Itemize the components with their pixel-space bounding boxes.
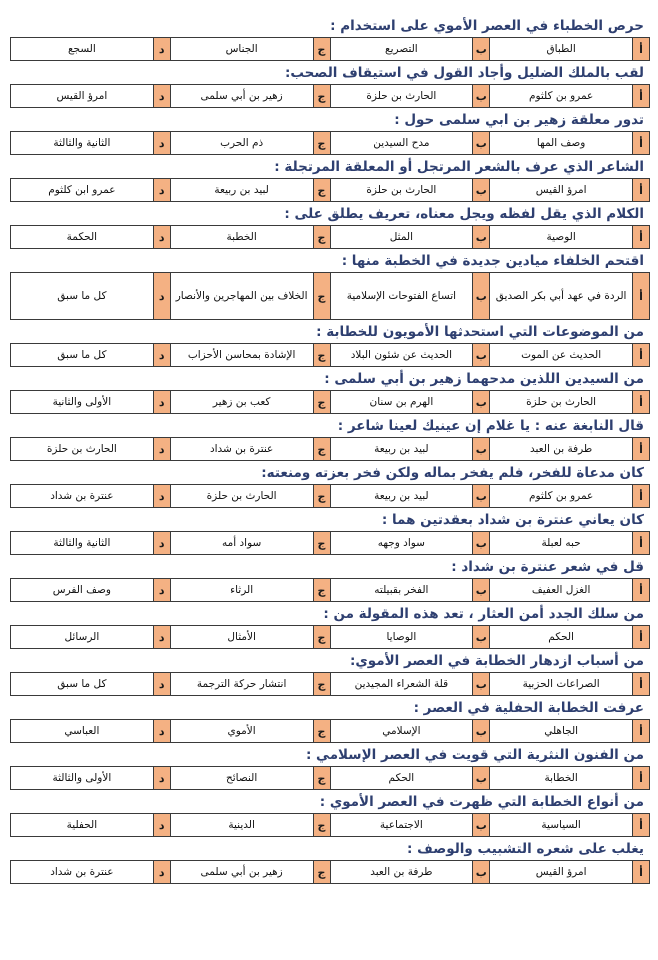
option-letter: د bbox=[153, 532, 170, 554]
question-block bbox=[10, 322, 650, 369]
option-text: الإسلامي bbox=[382, 725, 421, 737]
option-text: السجع bbox=[67, 43, 96, 55]
option-cell[interactable] bbox=[489, 273, 649, 319]
option-cell[interactable] bbox=[11, 673, 170, 695]
option-text: الحديث عن شئون البلاد bbox=[350, 349, 452, 361]
option-cell[interactable] bbox=[11, 767, 170, 789]
option-text: الجاهلي bbox=[544, 725, 579, 737]
option-letter: ب bbox=[472, 814, 489, 836]
option-letter: ب bbox=[472, 532, 489, 554]
option-letter: ج bbox=[313, 85, 330, 107]
option-cell[interactable] bbox=[489, 626, 649, 648]
option-text: الجناس bbox=[225, 43, 258, 55]
option-text: زهير بن أبي سلمى bbox=[200, 866, 283, 878]
option-letter: ج bbox=[313, 344, 330, 366]
option-letter: ج bbox=[313, 532, 330, 554]
option-letter: ج bbox=[313, 226, 330, 248]
options-row bbox=[10, 578, 650, 602]
question-text: تدور معلقة زهير بن ابي سلمى حول : bbox=[394, 112, 644, 128]
option-letter: د bbox=[153, 861, 170, 883]
option-text: الطباق bbox=[546, 43, 576, 55]
option-text: الحارث بن حلزة bbox=[366, 184, 437, 196]
option-text: الأموي bbox=[227, 725, 256, 737]
option-text: الأولى والثالثة bbox=[52, 772, 112, 784]
option-letter: د bbox=[153, 814, 170, 836]
option-cell[interactable] bbox=[330, 438, 490, 460]
options-row bbox=[10, 719, 650, 743]
option-cell[interactable] bbox=[330, 579, 490, 601]
option-cell[interactable] bbox=[11, 273, 170, 319]
option-text: عنترة بن شداد bbox=[50, 866, 114, 878]
options-row bbox=[10, 672, 650, 696]
option-letter: ب bbox=[472, 344, 489, 366]
option-letter: ب bbox=[472, 85, 489, 107]
question-block bbox=[10, 839, 650, 886]
option-cell[interactable] bbox=[170, 767, 330, 789]
option-text: عمرو ابن كلثوم bbox=[48, 184, 116, 196]
option-text: امرؤ القيس bbox=[56, 90, 108, 102]
option-text: عمرو بن كلثوم bbox=[528, 90, 594, 102]
question-block bbox=[10, 510, 650, 557]
option-letter: أ bbox=[632, 391, 649, 413]
option-text: الحديث عن الموت bbox=[521, 349, 602, 361]
option-cell[interactable] bbox=[330, 626, 490, 648]
option-letter: أ bbox=[632, 814, 649, 836]
question-block bbox=[10, 792, 650, 839]
option-letter: ج bbox=[313, 391, 330, 413]
option-letter: د bbox=[153, 673, 170, 695]
option-letter: ب bbox=[472, 579, 489, 601]
option-text: طرفة بن العبد bbox=[530, 443, 593, 455]
option-letter: ج bbox=[313, 38, 330, 60]
option-text: الحارث بن حلزة bbox=[526, 396, 597, 408]
option-text: الحارث بن حلزة bbox=[206, 490, 277, 502]
option-letter: د bbox=[153, 85, 170, 107]
option-cell[interactable] bbox=[170, 38, 330, 60]
option-text: الإشادة بمحاسن الأحزاب bbox=[187, 349, 296, 361]
question-text: الكلام الذي يقل لفظه ويجل معناه، تعريف يطلق على : bbox=[284, 206, 644, 222]
option-letter: ب bbox=[472, 861, 489, 883]
option-letter: ج bbox=[313, 579, 330, 601]
option-cell[interactable] bbox=[170, 579, 330, 601]
option-text: امرؤ القيس bbox=[535, 866, 587, 878]
option-cell[interactable] bbox=[11, 814, 170, 836]
option-letter: ب bbox=[472, 720, 489, 742]
option-cell[interactable] bbox=[170, 344, 330, 366]
option-cell[interactable] bbox=[489, 344, 649, 366]
option-cell[interactable] bbox=[170, 861, 330, 883]
option-text: السياسية bbox=[541, 819, 581, 831]
option-cell[interactable] bbox=[489, 391, 649, 413]
option-text: العباسي bbox=[64, 725, 100, 737]
question-block bbox=[10, 204, 650, 251]
option-text: الصراعات الحزبية bbox=[522, 678, 600, 690]
option-letter: د bbox=[153, 767, 170, 789]
option-cell[interactable] bbox=[170, 720, 330, 742]
question-block bbox=[10, 110, 650, 157]
option-cell[interactable] bbox=[489, 438, 649, 460]
question-block bbox=[10, 745, 650, 792]
option-text: الخطابة bbox=[544, 772, 578, 784]
option-cell[interactable] bbox=[170, 626, 330, 648]
option-cell[interactable] bbox=[11, 532, 170, 554]
option-cell[interactable] bbox=[11, 226, 170, 248]
question-text: يغلب على شعره التشبيب والوصف : bbox=[407, 841, 644, 857]
option-letter: ج bbox=[313, 485, 330, 507]
option-text: زهير بن أبي سلمى bbox=[200, 90, 283, 102]
option-cell[interactable] bbox=[11, 626, 170, 648]
question-text: من أنواع الخطابة التي ظهرت في العصر الأموي : bbox=[319, 794, 644, 810]
options-row bbox=[10, 484, 650, 508]
option-letter: ج bbox=[313, 132, 330, 154]
option-text: الحفلية bbox=[66, 819, 98, 831]
options-row bbox=[10, 766, 650, 790]
option-letter: د bbox=[153, 485, 170, 507]
option-letter: أ bbox=[632, 438, 649, 460]
option-cell[interactable] bbox=[330, 861, 490, 883]
options-row bbox=[10, 860, 650, 884]
option-letter: د bbox=[153, 226, 170, 248]
option-cell[interactable] bbox=[170, 673, 330, 695]
option-text: الوصية bbox=[546, 231, 576, 243]
option-letter: ب bbox=[472, 626, 489, 648]
question-block bbox=[10, 369, 650, 416]
option-text: مدح السيدين bbox=[373, 137, 430, 149]
options-row bbox=[10, 178, 650, 202]
option-text: حبه لعبلة bbox=[541, 537, 581, 549]
options-row bbox=[10, 272, 650, 320]
option-cell[interactable] bbox=[330, 226, 490, 248]
options-row bbox=[10, 225, 650, 249]
option-letter: د bbox=[153, 38, 170, 60]
option-letter: ب bbox=[472, 485, 489, 507]
option-cell[interactable] bbox=[489, 720, 649, 742]
option-letter: ج bbox=[313, 814, 330, 836]
option-cell[interactable] bbox=[11, 179, 170, 201]
option-text: عنترة بن شداد bbox=[50, 490, 114, 502]
option-letter: أ bbox=[632, 38, 649, 60]
option-cell[interactable] bbox=[489, 38, 649, 60]
option-cell[interactable] bbox=[11, 38, 170, 60]
option-text: الغزل العفيف bbox=[531, 584, 591, 596]
option-cell[interactable] bbox=[489, 532, 649, 554]
option-letter: أ bbox=[632, 673, 649, 695]
quiz-sheet bbox=[10, 16, 650, 886]
option-text: قلة الشعراء المجيدين bbox=[354, 678, 449, 690]
option-letter: أ bbox=[632, 532, 649, 554]
question-text: اقتحم الخلفاء ميادين جديدة في الخطبة منها : bbox=[341, 253, 644, 269]
question-block bbox=[10, 63, 650, 110]
option-cell[interactable] bbox=[11, 720, 170, 742]
option-text: الرسائل bbox=[64, 631, 100, 643]
options-row bbox=[10, 531, 650, 555]
option-cell[interactable] bbox=[330, 273, 490, 319]
option-text: النصائح bbox=[225, 772, 258, 784]
option-letter: د bbox=[153, 344, 170, 366]
option-text: كعب بن زهير bbox=[212, 396, 271, 408]
option-cell[interactable] bbox=[489, 85, 649, 107]
options-row bbox=[10, 84, 650, 108]
option-letter: ب bbox=[472, 132, 489, 154]
question-block bbox=[10, 16, 650, 63]
options-row bbox=[10, 437, 650, 461]
option-cell[interactable] bbox=[170, 226, 330, 248]
option-cell[interactable] bbox=[11, 579, 170, 601]
option-letter: د bbox=[153, 626, 170, 648]
option-letter: أ bbox=[632, 344, 649, 366]
option-letter: د bbox=[153, 273, 170, 319]
option-letter: د bbox=[153, 438, 170, 460]
question-text: من الموضوعات التي استحدثها الأمويون للخطابة : bbox=[316, 324, 644, 340]
option-text: كل ما سبق bbox=[57, 290, 107, 302]
option-text: سواد أمه bbox=[221, 537, 262, 549]
option-cell[interactable] bbox=[170, 179, 330, 201]
question-block bbox=[10, 463, 650, 510]
option-cell[interactable] bbox=[330, 344, 490, 366]
question-text: من السيدين اللذين مدحهما زهير بن أبي سلمى : bbox=[324, 371, 644, 387]
option-text: المثل bbox=[389, 231, 414, 243]
option-text: الخطبة bbox=[226, 231, 257, 243]
option-cell[interactable] bbox=[330, 673, 490, 695]
option-cell[interactable] bbox=[489, 226, 649, 248]
option-text: الوصايا bbox=[386, 631, 417, 643]
question-text: حرص الخطباء في العصر الأموي على استخدام : bbox=[330, 18, 644, 34]
option-cell[interactable] bbox=[170, 532, 330, 554]
option-cell[interactable] bbox=[489, 132, 649, 154]
option-cell[interactable] bbox=[170, 814, 330, 836]
question-text: قال النابغة عنه : يا غلام إن عينيك لعينا شاعر : bbox=[337, 418, 644, 434]
option-text: وصف المها bbox=[536, 137, 586, 149]
option-letter: ج bbox=[313, 626, 330, 648]
option-letter: ج bbox=[313, 179, 330, 201]
option-letter: أ bbox=[632, 626, 649, 648]
option-letter: ج bbox=[313, 767, 330, 789]
option-letter: أ bbox=[632, 579, 649, 601]
option-letter: أ bbox=[632, 720, 649, 742]
option-cell[interactable] bbox=[11, 132, 170, 154]
options-row bbox=[10, 625, 650, 649]
option-text: الحارث بن حلزة bbox=[46, 443, 117, 455]
question-text: عرفت الخطابة الحفلية في العصر : bbox=[413, 700, 644, 716]
option-cell[interactable] bbox=[330, 767, 490, 789]
option-cell[interactable] bbox=[330, 85, 490, 107]
option-letter: د bbox=[153, 579, 170, 601]
option-letter: ج bbox=[313, 273, 330, 319]
option-text: الاجتماعية bbox=[379, 819, 423, 831]
option-cell[interactable] bbox=[11, 391, 170, 413]
options-row bbox=[10, 343, 650, 367]
options-row bbox=[10, 813, 650, 837]
option-cell[interactable] bbox=[489, 673, 649, 695]
option-letter: د bbox=[153, 132, 170, 154]
option-letter: أ bbox=[632, 485, 649, 507]
option-letter: د bbox=[153, 179, 170, 201]
options-row bbox=[10, 390, 650, 414]
option-text: الرثاء bbox=[230, 584, 254, 596]
option-text: الحكمة bbox=[66, 231, 98, 243]
option-letter: ب bbox=[472, 273, 489, 319]
question-block bbox=[10, 557, 650, 604]
option-cell[interactable] bbox=[170, 391, 330, 413]
question-block bbox=[10, 416, 650, 463]
question-text: لقب بالملك الضليل وأجاد القول في استيقاف الصحب: bbox=[284, 65, 644, 81]
option-letter: أ bbox=[632, 85, 649, 107]
question-text: من سلك الجدد أمن العثار ، تعد هذه المقولة من : bbox=[323, 606, 644, 622]
question-block bbox=[10, 604, 650, 651]
option-cell[interactable] bbox=[11, 861, 170, 883]
option-cell[interactable] bbox=[11, 438, 170, 460]
question-text: من أسباب ازدهار الخطابة في العصر الأموي: bbox=[350, 653, 644, 669]
option-cell[interactable] bbox=[170, 132, 330, 154]
option-letter: د bbox=[153, 720, 170, 742]
option-cell[interactable] bbox=[11, 485, 170, 507]
option-text: الردة في عهد أبي بكر الصديق bbox=[495, 290, 627, 302]
option-cell[interactable] bbox=[330, 38, 490, 60]
option-cell[interactable] bbox=[489, 814, 649, 836]
option-letter: أ bbox=[632, 179, 649, 201]
option-letter: أ bbox=[632, 273, 649, 319]
question-block bbox=[10, 651, 650, 698]
option-cell[interactable] bbox=[11, 85, 170, 107]
option-text: امرؤ القيس bbox=[535, 184, 587, 196]
option-cell[interactable] bbox=[170, 273, 330, 319]
option-text: لبيد بن ربيعة bbox=[214, 184, 269, 196]
option-text: لبيد بن ربيعة bbox=[374, 490, 429, 502]
option-text: الخلاف بين المهاجرين والأنصار bbox=[175, 290, 308, 302]
option-letter: ب bbox=[472, 226, 489, 248]
option-text: التصريع bbox=[385, 43, 418, 55]
option-letter: ب bbox=[472, 767, 489, 789]
option-cell[interactable] bbox=[489, 767, 649, 789]
options-row bbox=[10, 37, 650, 61]
option-text: سواد وجهه bbox=[377, 537, 425, 549]
option-letter: ب bbox=[472, 438, 489, 460]
option-text: اتساع الفتوحات الإسلامية bbox=[346, 290, 457, 302]
option-text: الفخر بقبيلته bbox=[374, 584, 429, 596]
option-text: لبيد بن ربيعة bbox=[374, 443, 429, 455]
option-text: الثانية والثالثة bbox=[53, 137, 111, 149]
option-text: انتشار حركة الترجمة bbox=[196, 678, 287, 690]
option-text: الأولى والثانية bbox=[52, 396, 112, 408]
option-text: وصف الفرس bbox=[52, 584, 111, 596]
option-cell[interactable] bbox=[330, 391, 490, 413]
option-text: كل ما سبق bbox=[57, 349, 107, 361]
option-letter: أ bbox=[632, 132, 649, 154]
question-text: الشاعر الذي عرف بالشعر المرتجل أو المعلقة المرتجلة : bbox=[274, 159, 644, 175]
question-text: قل في شعر عنترة بن شداد : bbox=[451, 559, 644, 575]
option-letter: د bbox=[153, 391, 170, 413]
option-letter: أ bbox=[632, 767, 649, 789]
option-letter: أ bbox=[632, 226, 649, 248]
option-cell[interactable] bbox=[170, 485, 330, 507]
option-cell[interactable] bbox=[330, 179, 490, 201]
option-cell[interactable] bbox=[170, 438, 330, 460]
option-text: الأمثال bbox=[227, 631, 256, 643]
option-text: طرفة بن العبد bbox=[370, 866, 433, 878]
option-letter: ج bbox=[313, 673, 330, 695]
option-text: ذم الحرب bbox=[220, 137, 264, 149]
option-letter: ب bbox=[472, 673, 489, 695]
question-block bbox=[10, 157, 650, 204]
option-letter: ج bbox=[313, 861, 330, 883]
options-row bbox=[10, 131, 650, 155]
option-text: الثانية والثالثة bbox=[53, 537, 111, 549]
option-cell[interactable] bbox=[170, 85, 330, 107]
option-cell[interactable] bbox=[489, 179, 649, 201]
option-text: عمرو بن كلثوم bbox=[528, 490, 594, 502]
question-block bbox=[10, 698, 650, 745]
option-letter: ب bbox=[472, 38, 489, 60]
option-cell[interactable] bbox=[489, 861, 649, 883]
option-letter: ب bbox=[472, 179, 489, 201]
option-cell[interactable] bbox=[489, 485, 649, 507]
option-text: كل ما سبق bbox=[57, 678, 107, 690]
option-text: الدينية bbox=[228, 819, 255, 831]
option-cell[interactable] bbox=[330, 485, 490, 507]
option-text: الهرم بن سنان bbox=[369, 396, 434, 408]
option-cell[interactable] bbox=[330, 720, 490, 742]
question-text: كان يعاني عنترة بن شداد بعقدتين هما : bbox=[381, 512, 644, 528]
option-text: عنترة بن شداد bbox=[209, 443, 274, 455]
option-cell[interactable] bbox=[330, 532, 490, 554]
option-text: الحكم bbox=[548, 631, 574, 643]
option-cell[interactable] bbox=[11, 344, 170, 366]
option-letter: ج bbox=[313, 438, 330, 460]
option-cell[interactable] bbox=[330, 814, 490, 836]
question-text: من الفنون النثرية التي قويت في العصر الإسلامي : bbox=[305, 747, 644, 763]
option-letter: ج bbox=[313, 720, 330, 742]
option-text: الحكم bbox=[388, 772, 415, 784]
option-text: الحارث بن حلزة bbox=[366, 90, 437, 102]
option-letter: أ bbox=[632, 861, 649, 883]
question-text: كان مدعاة للفخر، فلم يفخر بماله ولكن فخر بعزته ومنعته: bbox=[261, 465, 644, 481]
option-letter: ب bbox=[472, 391, 489, 413]
question-block bbox=[10, 251, 650, 322]
option-cell[interactable] bbox=[489, 579, 649, 601]
option-cell[interactable] bbox=[330, 132, 490, 154]
